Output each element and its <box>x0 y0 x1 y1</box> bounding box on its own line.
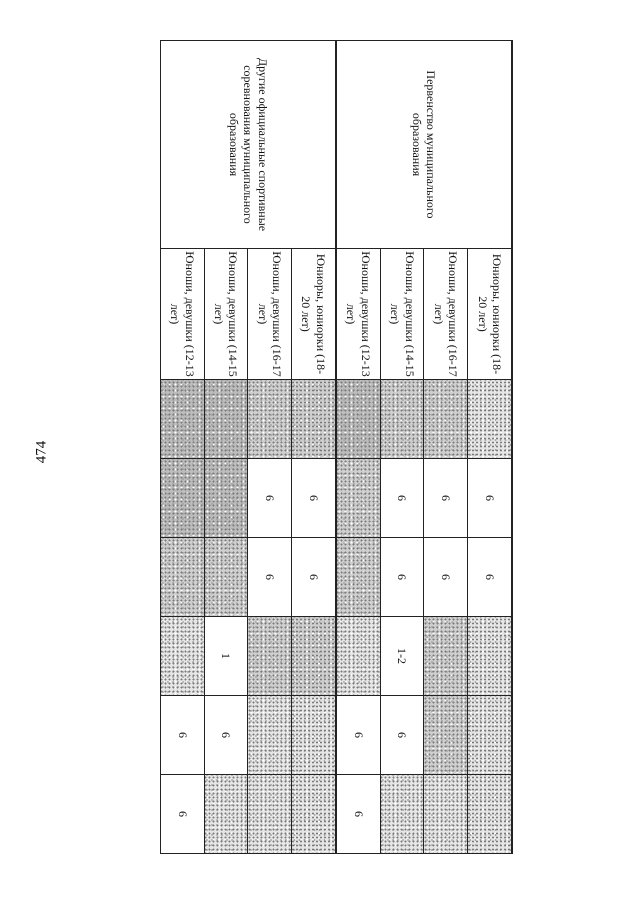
shaded-cell <box>336 617 380 696</box>
age-group-cell: Юноши, девушки (14-15 лет) <box>204 249 248 380</box>
value-cell: 6 <box>248 459 292 538</box>
age-group-cell: Юноши, девушки (12-13 лет) <box>161 249 205 380</box>
value-cell: 6 <box>161 775 205 854</box>
shaded-cell <box>424 617 468 696</box>
value-cell: 6 <box>204 696 248 775</box>
value-cell: 6 <box>292 538 336 617</box>
age-group-cell: Юноши, девушки (14-15 лет) <box>380 249 424 380</box>
value-cell: 6 <box>380 538 424 617</box>
shaded-cell <box>161 380 205 459</box>
age-group-cell: Юниоры, юниорки (18-20 лет) <box>292 249 336 380</box>
shaded-cell <box>204 459 248 538</box>
page-number: 474 <box>33 440 50 464</box>
shaded-cell <box>292 380 336 459</box>
shaded-cell <box>468 696 512 775</box>
value-cell: 6 <box>248 538 292 617</box>
value-cell: 6 <box>380 459 424 538</box>
age-group-cell: Юноши, девушки (16-17 лет) <box>424 249 468 380</box>
shaded-cell <box>424 775 468 854</box>
shaded-cell <box>424 380 468 459</box>
shaded-cell <box>292 617 336 696</box>
value-cell: 1 <box>204 617 248 696</box>
age-group-cell: Юноши, девушки (16-17 лет) <box>248 249 292 380</box>
shaded-cell <box>424 696 468 775</box>
shaded-cell <box>161 459 205 538</box>
shaded-cell <box>248 617 292 696</box>
value-cell: 6 <box>336 775 380 854</box>
shaded-cell <box>380 775 424 854</box>
shaded-cell <box>292 775 336 854</box>
rotated-table-frame <box>160 40 513 852</box>
value-cell: 6 <box>292 459 336 538</box>
shaded-cell <box>468 617 512 696</box>
shaded-cell <box>468 380 512 459</box>
shaded-cell <box>336 538 380 617</box>
requirements-table <box>160 40 513 854</box>
value-cell: 6 <box>468 538 512 617</box>
shaded-cell <box>161 617 205 696</box>
shaded-cell <box>292 696 336 775</box>
shaded-cell <box>248 380 292 459</box>
shaded-cell <box>468 775 512 854</box>
competition-cell: Другие официальные спортивные соревнования муниципального образования <box>161 41 336 249</box>
value-cell: 6 <box>424 538 468 617</box>
value-cell: 6 <box>424 459 468 538</box>
value-cell: 6 <box>336 696 380 775</box>
value-cell: 6 <box>468 459 512 538</box>
value-cell: 1-2 <box>380 617 424 696</box>
shaded-cell <box>336 459 380 538</box>
shaded-cell <box>204 538 248 617</box>
age-group-cell: Юноши, девушки (12-13 лет) <box>336 249 380 380</box>
shaded-cell <box>204 775 248 854</box>
shaded-cell <box>248 696 292 775</box>
shaded-cell <box>336 380 380 459</box>
shaded-cell <box>204 380 248 459</box>
age-group-cell: Юниоры, юниорки (18-20 лет) <box>468 249 512 380</box>
competition-cell: Первенство муниципального образования <box>336 41 512 249</box>
shaded-cell <box>380 380 424 459</box>
shaded-cell <box>248 775 292 854</box>
value-cell: 6 <box>161 696 205 775</box>
table-row <box>468 41 512 854</box>
table-row <box>292 41 336 854</box>
shaded-cell <box>161 538 205 617</box>
value-cell: 6 <box>380 696 424 775</box>
